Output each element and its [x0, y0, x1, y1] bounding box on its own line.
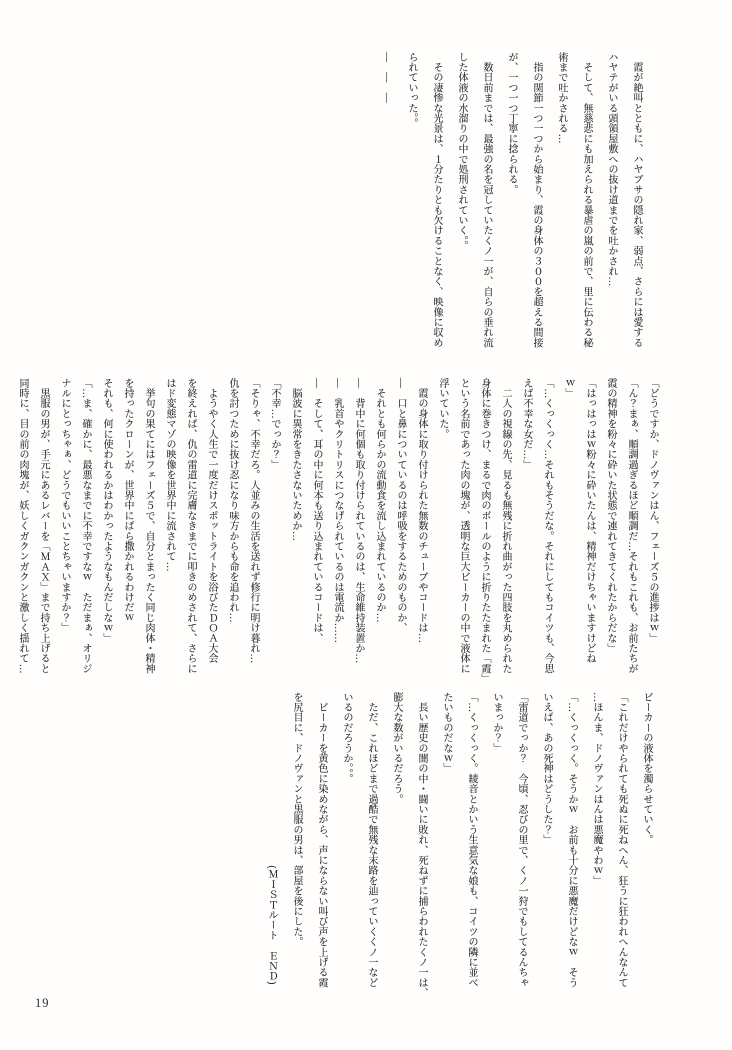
text-line: 「…くっくっく…それもそうだな。それにしてもコイツも、今思	[542, 378, 553, 674]
text-line: 「…くっくっく。そうかｗ お前も十分に悪魔だけどなｗ そう	[566, 692, 577, 988]
text-line: えば不幸な女だ…」	[521, 378, 532, 470]
text-line: 脳波に異常をきたさないためか…	[290, 378, 301, 542]
text-line: そして、無慈悲にも加えられる暴虐の嵐の前で、里に伝わる秘	[581, 52, 592, 348]
text-line: ― ― ―	[381, 52, 392, 103]
text-line: ハヤテがいる頭領屋敷への抜け道までを吐かされ…	[606, 52, 617, 287]
text-line: を持ったクローンが、世界中にばら撒かれるわけだｗ	[122, 378, 133, 623]
text-line: ビーカーの液体を濁らせていく。	[641, 692, 652, 845]
text-line: その凄惨な光景は、１分たりとも欠けることなく、映像に収め	[431, 52, 442, 348]
text-line: 長い歴史の闇の中・闘いに敗れ、死ねずに捕らわれたくノ一は、	[416, 692, 427, 998]
text-line: 霞の精神を粉々に砕いた状態で連れてきてくれたからだな」	[605, 378, 616, 654]
text-line: が、一つ一つ丁寧に捻られる。	[506, 52, 517, 195]
text-line: という名前であった肉の塊が、透明な巨大ビーカーの中で液体に	[458, 378, 469, 674]
text-line: ― 口と鼻についているのは呼吸をするためのものか、	[395, 378, 406, 633]
text-line: 霞が絶叫とともに、ハヤブサの隠れ家、弱点、さらには愛する	[631, 52, 642, 348]
text-line: 二人の視線の先、見るも無残に折れ曲がった四肢を丸められた	[500, 378, 511, 674]
text-line: ビーカーを黄色に染めながら、声にならない叫び声を上げる霞	[316, 692, 327, 988]
text-band-top	[374, 52, 649, 364]
text-line: ― 背中に何個も取り付けられているのは、生命維持装置か…	[353, 378, 364, 664]
text-line: はド変態マゾの映像を世界中に流されて…	[164, 378, 175, 572]
text-line: 「不幸…でっか？」	[269, 378, 280, 470]
text-line: いるのだろうか。。。	[341, 692, 352, 784]
page-number: 19	[35, 996, 50, 1010]
text-line: 「これだけやられても死ぬに死ねへん、狂うに狂われへんなんて	[616, 692, 627, 988]
text-line: 数日前までは、最強の名を冠していたくノ一が、自らの垂れ流	[481, 52, 492, 348]
text-line: した体液の水溜りの中で処刑されていく。。	[456, 52, 467, 251]
text-line: 身体に巻きつけ、まるで肉のボールのように折りたたまれた「霞」	[479, 378, 490, 684]
text-line: …ほんま、ドノヴァンはんは悪魔やわｗ」	[591, 692, 602, 886]
text-band-bottom	[259, 692, 659, 1012]
text-line: 同時に、目の前の肉塊が、妖しくガクンガクンと激しく揺れて…	[17, 378, 28, 674]
text-line: 指の関節一つ一つから始まり、霞の身体の３００を超える間接	[531, 52, 542, 348]
text-line: を尻目に、ドノヴァンと黒服の男は、部屋を後にした。	[291, 692, 302, 947]
text-line: ― そして、耳の中に何本も送り込まれているコードは、	[311, 378, 322, 644]
text-line: ようやく人生で一度だけスポットライトを浴びたＤＯＡ大会	[206, 378, 217, 664]
text-line: 浮いていた。	[437, 378, 448, 440]
text-line: 「雷道でっか？ 今頃、忍びの里で、くノ一狩でもしてるんちゃ	[516, 692, 527, 988]
text-line: 仇を討つために抜け忍になり味方からも命を追われ…	[227, 378, 238, 623]
text-line: を終えれば、仇の雷道に完膚なきまでに叩きのめされて、さらに	[185, 378, 196, 674]
text-band-middle	[12, 378, 663, 696]
text-line: 霞の身体に取り付けられた無数のチューブやコードは…	[416, 378, 427, 644]
text-line: ただ、これほどまで過酷で無残な末路を辿っていくくノ一など	[366, 692, 377, 988]
text-line: 「…くっくっく。綾音とかいう生意気な娘も、コイツの隣に並べ	[466, 692, 477, 988]
text-line: 術まで吐かされる…	[556, 52, 567, 144]
text-line: それも、何に使われるかはわかったようなもんだしなｗ」	[101, 378, 112, 644]
text-line: 「そりゃ、不幸だろ。人並みの生活を送れず修行に明け暮れ…	[248, 378, 259, 664]
text-line: ― 乳首やクリトリスにつなげられているのは電流か……	[332, 378, 343, 644]
text-line: 「…ま、確かに、最悪なまでに不幸ですなｗ ただまぁ、オリジ	[80, 378, 91, 674]
text-line: いえば、あの死神はどうした？」	[541, 692, 552, 845]
text-line: いまっか？」	[491, 692, 502, 754]
text-line: 「はっはっはｗ粉々に砕いたんは、精神だけちゃいますけどね	[584, 378, 595, 664]
text-line: (ＭＩＳＴルート ＥＮＤ)	[266, 692, 277, 985]
text-line: ｗ」	[563, 378, 574, 399]
text-line: 「ん？まぁ、順調過ぎるほど順調だ…それもこれも、お前たちが	[626, 378, 637, 674]
text-line: それとも何らかの流動食を流し込まれているのか…	[374, 378, 385, 623]
text-line: 膨大な数がいるだろう。	[391, 692, 402, 805]
text-line: ナルにとっちゃぁ、どうでもいいことちゃいますか？」	[59, 378, 70, 633]
text-line: たいものだなｗ」	[441, 692, 452, 774]
text-line: られていった。。	[406, 52, 417, 129]
text-line: 挙句の果てにはフェーズ５で、自分とまったく同じ肉体・精神	[143, 378, 154, 674]
text-line: 「どうですか、ドノヴァンはん、フェーズ５の進捗はｗ」	[647, 378, 658, 644]
text-line: 黒服の男が、手元にあるレバーを「ＭＡＸ」まで持ち上げると	[38, 378, 49, 674]
